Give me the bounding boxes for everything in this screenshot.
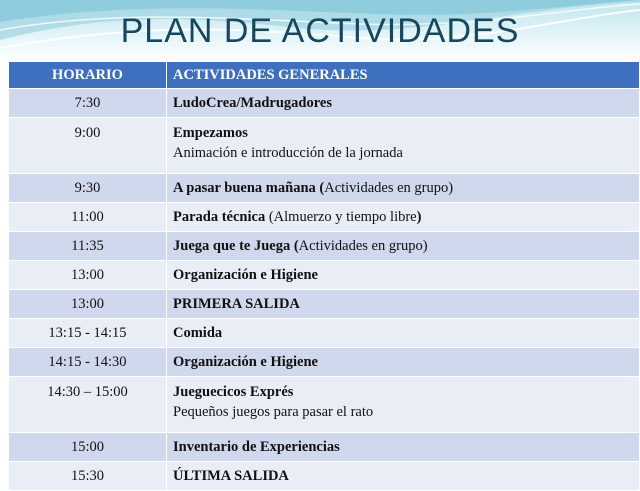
activity-title: Jueguecicos Exprés	[173, 384, 294, 400]
table-row	[9, 348, 640, 377]
column-header-time: HORARIO	[9, 62, 167, 89]
header-row	[9, 62, 640, 89]
row-activity	[167, 433, 640, 462]
row-time: 14:30 – 15:00	[9, 377, 167, 433]
activity-note: Actividades en grupo)	[298, 237, 428, 254]
activity-note: Actividades en grupo)	[324, 179, 454, 196]
activity-note: (Almuerzo y tiempo libre	[268, 208, 417, 225]
table-row	[9, 377, 640, 433]
table-row	[9, 290, 640, 319]
activity-title: Parada técnica	[173, 208, 269, 225]
row-activity	[167, 261, 640, 290]
activity-title: Empezamos	[173, 125, 248, 141]
table-row	[9, 203, 640, 232]
table-row	[9, 174, 640, 203]
activity-title: LudoCrea/Madrugadores	[173, 94, 332, 111]
row-activity	[167, 348, 640, 377]
page-title: PLAN DE ACTIVIDADES	[120, 12, 520, 50]
row-activity	[167, 462, 640, 491]
column-header-activity: ACTIVIDADES GENERALES	[167, 62, 640, 89]
row-time: 13:15 - 14:15	[9, 319, 167, 348]
activity-description: Animación e introducción de la jornada	[173, 145, 403, 161]
row-time: 13:00	[9, 261, 167, 290]
activity-title: Comida	[173, 324, 223, 341]
row-time: 15:30	[9, 462, 167, 491]
table-row	[9, 118, 640, 174]
row-time: 14:15 - 14:30	[9, 348, 167, 377]
activity-title: ÚLTIMA SALIDA	[173, 467, 289, 484]
schedule-table	[8, 61, 640, 491]
table-row	[9, 261, 640, 290]
row-activity	[167, 118, 640, 174]
row-time: 9:30	[9, 174, 167, 203]
row-time: 7:30	[9, 89, 167, 118]
row-activity	[167, 203, 640, 232]
table-row	[9, 89, 640, 118]
row-time: 9:00	[9, 118, 167, 174]
activity-title: Organización e Higiene	[173, 353, 318, 370]
activity-title: Inventario de Experiencias	[173, 438, 340, 455]
activity-title: A pasar buena mañana (	[173, 179, 325, 196]
row-activity	[167, 232, 640, 261]
table-row	[9, 462, 640, 491]
activity-title: Organización e Higiene	[173, 266, 318, 283]
row-activity	[167, 290, 640, 319]
activity-note-close: )	[416, 208, 422, 225]
activity-title: Juega que te Juega (	[173, 237, 299, 254]
row-time: 13:00	[9, 290, 167, 319]
row-time: 15:00	[9, 433, 167, 462]
table-row	[9, 319, 640, 348]
table-row	[9, 433, 640, 462]
row-activity	[167, 319, 640, 348]
table-row	[9, 232, 640, 261]
row-activity	[167, 377, 640, 433]
row-activity	[167, 174, 640, 203]
row-time: 11:35	[9, 232, 167, 261]
row-activity	[167, 89, 640, 118]
activity-title: PRIMERA SALIDA	[173, 295, 300, 312]
activity-description: Pequeños juegos para pasar el rato	[173, 404, 374, 420]
row-time: 11:00	[9, 203, 167, 232]
